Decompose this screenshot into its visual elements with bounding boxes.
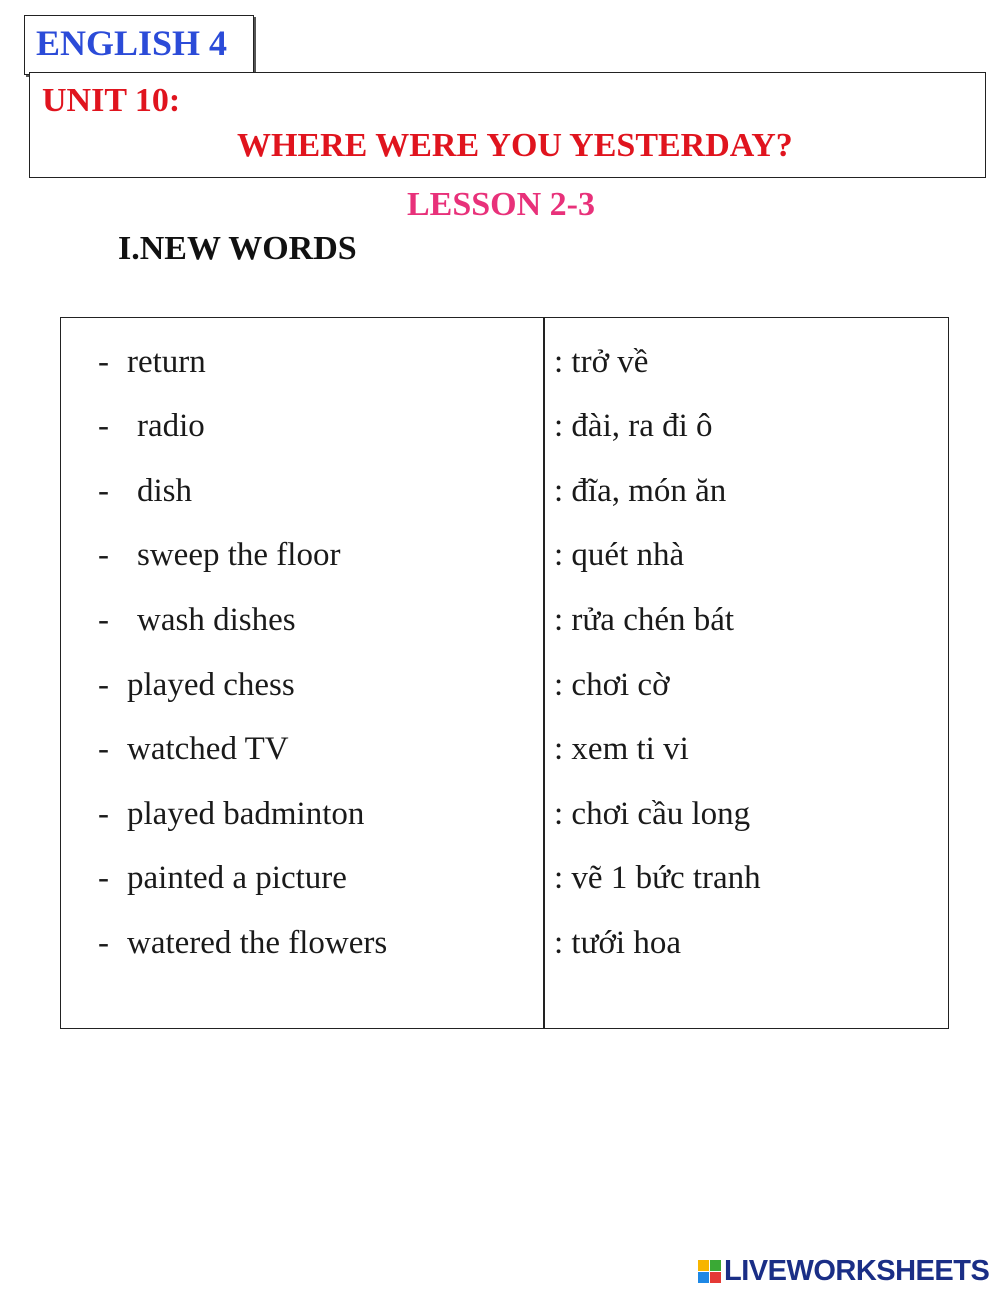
vocabulary-row bbox=[0, 401, 1000, 451]
logo-icon-square bbox=[710, 1260, 721, 1271]
lesson-title: LESSON 2-3 bbox=[407, 186, 595, 223]
liveworksheets-logo[interactable] bbox=[698, 1254, 989, 1288]
vocabulary-meaning: : chơi cầu long bbox=[554, 796, 751, 832]
vocabulary-row bbox=[0, 530, 1000, 580]
unit-label: UNIT 10: bbox=[42, 82, 181, 119]
course-title: ENGLISH 4 bbox=[36, 23, 228, 63]
logo-text: LIVEWORKSHEETS bbox=[724, 1254, 990, 1287]
logo-icon-square bbox=[710, 1272, 721, 1283]
bullet-dash: - bbox=[98, 731, 109, 767]
vocabulary-row bbox=[0, 918, 1000, 968]
bullet-dash: - bbox=[98, 344, 109, 380]
vocabulary-term: dish bbox=[137, 473, 193, 509]
vocabulary-meaning: : trở về bbox=[554, 344, 649, 380]
bullet-dash: - bbox=[98, 796, 109, 832]
vocabulary-row bbox=[0, 337, 1000, 387]
vocabulary-row bbox=[0, 724, 1000, 774]
liveworksheets-logo-icon bbox=[698, 1260, 721, 1283]
bullet-dash: - bbox=[98, 408, 109, 444]
vocabulary-term: sweep the floor bbox=[137, 537, 341, 573]
vocabulary-term: return bbox=[127, 344, 206, 380]
bullet-dash: - bbox=[98, 473, 109, 509]
bullet-dash: - bbox=[98, 860, 109, 896]
vocabulary-row bbox=[0, 466, 1000, 516]
bullet-dash: - bbox=[98, 667, 109, 703]
vocabulary-row bbox=[0, 789, 1000, 839]
vocabulary-term: painted a picture bbox=[127, 860, 347, 896]
vocabulary-meaning: : quét nhà bbox=[554, 537, 685, 573]
vocabulary-row bbox=[0, 853, 1000, 903]
vocabulary-meaning: : đĩa, món ăn bbox=[554, 473, 727, 509]
vocabulary-meaning: : xem ti vi bbox=[554, 731, 689, 767]
vocabulary-meaning: : tưới hoa bbox=[554, 925, 681, 961]
logo-icon-square bbox=[698, 1272, 709, 1283]
bullet-dash: - bbox=[98, 602, 109, 638]
vocabulary-meaning: : vẽ 1 bức tranh bbox=[554, 860, 761, 896]
vocabulary-term: played chess bbox=[127, 667, 295, 703]
logo-icon-square bbox=[698, 1260, 709, 1271]
section-title: I.NEW WORDS bbox=[118, 230, 357, 267]
vocabulary-meaning: : đài, ra đi ô bbox=[554, 408, 713, 444]
vocabulary-meaning: : rửa chén bát bbox=[554, 602, 735, 638]
vocabulary-term: radio bbox=[137, 408, 205, 444]
bullet-dash: - bbox=[98, 925, 109, 961]
unit-title: WHERE WERE YOU YESTERDAY? bbox=[237, 127, 793, 164]
vocabulary-term: wash dishes bbox=[137, 602, 296, 638]
vocabulary-term: played badminton bbox=[127, 796, 365, 832]
vocabulary-meaning: : chơi cờ bbox=[554, 667, 670, 703]
bullet-dash: - bbox=[98, 537, 109, 573]
vocabulary-row bbox=[0, 660, 1000, 710]
vocabulary-row bbox=[0, 595, 1000, 645]
vocabulary-term: watched TV bbox=[127, 731, 289, 767]
vocabulary-term: watered the flowers bbox=[127, 925, 388, 961]
